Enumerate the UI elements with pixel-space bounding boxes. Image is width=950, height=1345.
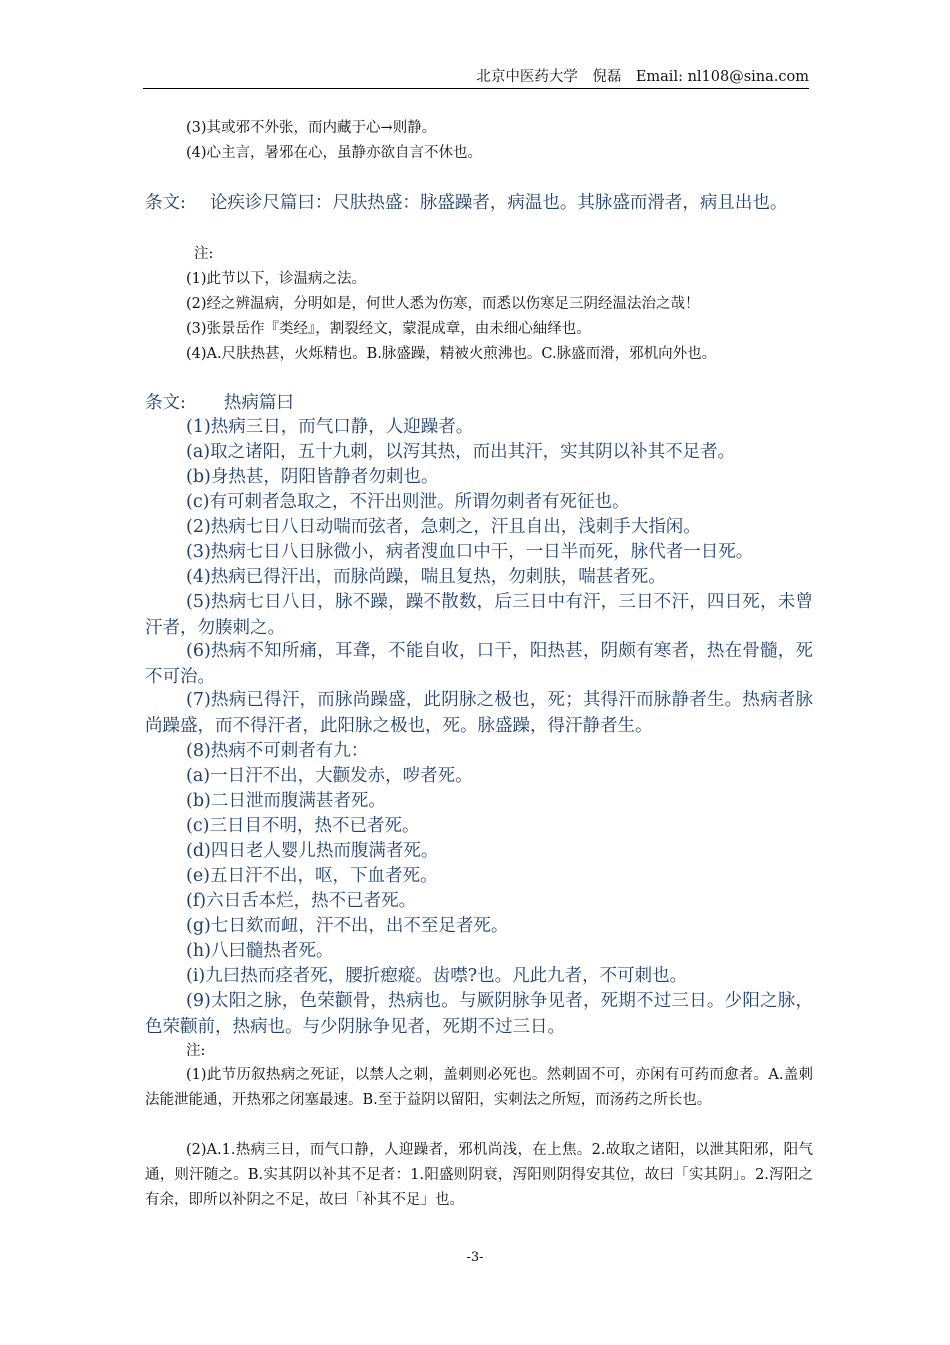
article-paragraph: (6)热病不知所痛，耳聋，不能自收，口干，阳热甚，阴颇有寒者，热在骨髓，死不可治。 (145, 641, 813, 687)
section1-article (145, 190, 811, 216)
article-line: (c)有可刺者急取之，不汗出则泄。所谓勿刺者有死征也。 (186, 492, 630, 512)
nine-item: (d)四日老人婴儿热而腹满者死。 (186, 841, 439, 861)
article-paragraph: (7)热病已得汗，而脉尚躁盛，此阴脉之极也，死；其得汗而脉静者生。热病者脉尚躁盛，而不得汗者，此阳脉之极也，死。脉盛躁，得汗静者生。 (145, 690, 813, 736)
section2-note-label: 注: (186, 1043, 206, 1059)
section2-note: (2)A.1.热病三日，而气口静，人迎躁者，邪机尚浅，在上焦。2.故取之诸阳，以泄其阳邪，阳气通，则汗随之。B.实其阴以补其不足者：1.阳盛则阴衰，泻阳则阴得安其位，故曰「实其阴」。2.泻阳之有余，即所以补阴之不足，故曰「补其不足」也。 (145, 1142, 813, 1208)
header-rule (143, 88, 809, 89)
nine-item: (i)九曰热而痉者死，腰折瘛瘲。齿噤?也。凡此九者，不可刺也。 (186, 966, 688, 986)
article-paragraph: (5)热病七日八日，脉不躁，躁不散数，后三日中有汗，三日不汗，四日死，未曾汗者，勿腠刺之。 (145, 592, 813, 638)
article-line: (4)热病已得汗出，而脉尚躁，喘且复热，勿刺肤，喘甚者死。 (186, 567, 666, 587)
article-line: (a)取之诸阳，五十九刺，以泻其热，而出其汗，实其阴以补其不足者。 (186, 442, 736, 462)
article-line: (1)热病三日，而气口静，人迎躁者。 (186, 417, 474, 437)
nine-item: (c)三日目不明，热不已者死。 (186, 816, 420, 836)
section2-heading (145, 390, 813, 416)
section1-note: (4)A.尺肤热甚，火烁精也。B.脉盛躁，精被火煎沸也。C.脉盛而滑，邪机向外也。 (186, 346, 717, 362)
section1-label: 条文: (145, 193, 186, 213)
note-line: (4)心主言，暑邪在心，虽静亦欲自言不休也。 (186, 145, 483, 161)
page-number: -3- (466, 1250, 484, 1265)
section1-note-label: 注: (194, 246, 214, 262)
article-line: (b)身热甚，阴阳皆静者勿刺也。 (186, 467, 439, 487)
section2-title: 热病篇曰 (223, 393, 294, 413)
article-paragraph: (9)太阳之脉，色荣颧骨，热病也。与厥阴脉争见者，死期不过三日。少阳之脉，色荣颧前，热病也。与少阴脉争见者，死期不过三日。 (145, 991, 813, 1037)
section2-label: 条文: (145, 393, 186, 413)
nine-item: (e)五日汗不出，呕，下血者死。 (186, 866, 438, 886)
nine-item: (g)七日欬而衄，汗不出，出不至足者死。 (186, 916, 509, 936)
note-line: (3)其或邪不外张，而内藏于心→则静。 (186, 120, 437, 136)
section1-text: 论疾诊尺篇曰：尺肤热盛：脉盛躁者，病温也。其脉盛而滑者，病且出也。 (209, 193, 788, 213)
section2-note: (1)此节历叙热病之死证，以禁人之刺，盖刺则必死也。然刺固不可，亦闲有可药而愈者。A.盖刺法能泄能通，开热邪之闭塞最速。B.至于益阴以留阳，实刺法之所短，而汤药之所长也。 (145, 1067, 813, 1108)
section1-note: (2)经之辨温病，分明如是，何世人悉为伤寒，而悉以伤寒足三阴经温法治之哉！ (186, 296, 700, 312)
article-line: (3)热病七日八日脉微小，病者溲血口中干，一日半而死，脉代者一日死。 (186, 542, 754, 562)
nine-item: (f)六日舌本烂，热不已者死。 (186, 891, 417, 911)
section1-note: (3)张景岳作『类经』，割裂经文，蒙混成章，由未细心紬绎也。 (186, 321, 591, 337)
nine-item: (h)八曰髓热者死。 (186, 941, 334, 961)
nine-item: (b)二日泄而腹满甚者死。 (186, 791, 386, 811)
section1-note: (1)此节以下，诊温病之法。 (186, 271, 367, 287)
page-header: 北京中医药大学 倪磊 Email: nl108@sina.com (476, 69, 809, 85)
article-line: (2)热病七日八日动喘而弦者，急刺之，汗且自出，浅刺手大指闲。 (186, 517, 701, 537)
nine-item: (a)一日汗不出，大颧发赤，哕者死。 (186, 766, 473, 786)
article-line: (8)热病不可刺者有九： (186, 741, 369, 761)
